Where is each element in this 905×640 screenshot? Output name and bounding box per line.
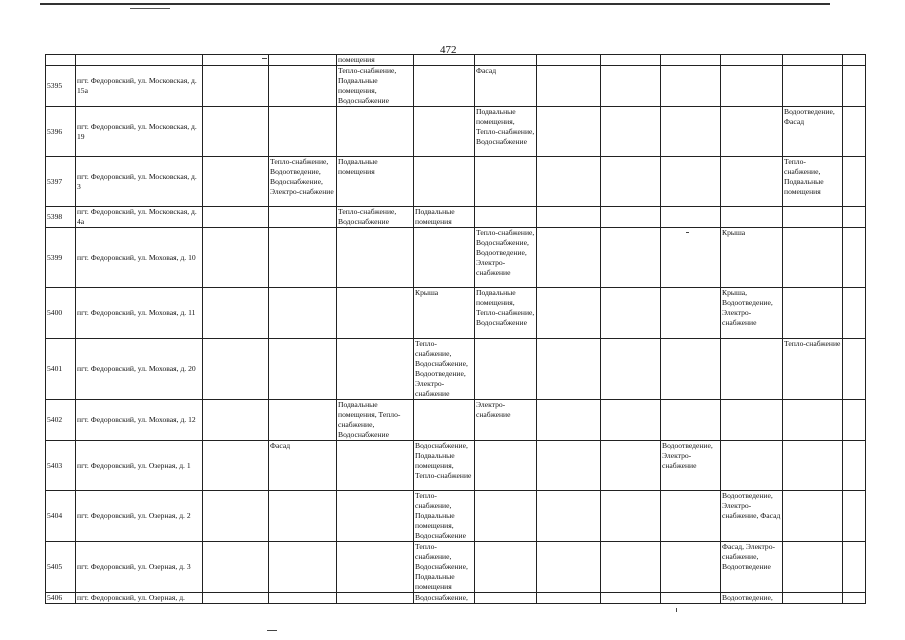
work-cell [601,339,661,400]
work-cell [537,157,601,207]
work-cell [601,228,661,288]
address-cell: пгт. Федоровский, ул. Моховая, д. 11 [76,288,203,339]
work-cell [475,339,537,400]
work-cell: Фасад, Электро-снабжение, Водоотведение [721,542,783,593]
row-number: 5403 [46,441,76,491]
work-cell [661,593,721,604]
row-number: 5396 [46,107,76,157]
work-cell: Крыша [414,288,475,339]
work-cell [537,66,601,107]
work-cell [337,542,414,593]
row-number: 5405 [46,542,76,593]
work-cell [843,228,866,288]
work-cell [269,66,337,107]
work-cell: Тепло-снабжение, Водоснабжение [337,207,414,228]
register-table [45,54,866,604]
scan-speck [262,58,267,59]
work-cell: Фасад [269,441,337,491]
work-cell [537,107,601,157]
work-cell [843,55,866,66]
work-cell: Подвальные помещения [414,207,475,228]
work-cell [203,400,269,441]
work-cell [601,157,661,207]
work-cell [843,66,866,107]
work-cell [537,593,601,604]
work-cell [661,157,721,207]
work-cell [414,107,475,157]
scan-top-border [40,3,830,5]
work-cell [721,66,783,107]
work-cell: Тепло-снабжение, Водоснабжение, Водоотведение, Электро-снабжение [475,228,537,288]
work-cell: Фасад [475,66,537,107]
table-row [46,491,866,542]
address-cell: пгт. Федоровский, ул. Озерная, д. 2 [76,491,203,542]
work-cell [601,542,661,593]
scan-speck [686,232,689,233]
row-number: 5404 [46,491,76,542]
address-cell: пгт. Федоровский, ул. Озерная, д. 1 [76,441,203,491]
work-cell [269,228,337,288]
work-cell [783,441,843,491]
work-cell [721,441,783,491]
row-number: 5395 [46,66,76,107]
work-cell [414,228,475,288]
work-cell [203,66,269,107]
row-number [46,55,76,66]
work-cell [601,593,661,604]
work-cell [721,55,783,66]
work-cell: Подвальные помещения, Тепло-снабжение, Водоснабжение [475,288,537,339]
work-cell: Тепло-снабжение [783,339,843,400]
work-cell [475,157,537,207]
work-cell [537,491,601,542]
work-cell [269,288,337,339]
row-number: 5398 [46,207,76,228]
work-cell [475,542,537,593]
work-cell [783,55,843,66]
work-cell [337,593,414,604]
work-cell [269,593,337,604]
work-cell [475,55,537,66]
work-cell [414,66,475,107]
work-cell [203,157,269,207]
scan-top-mark [130,8,170,9]
table-row [46,66,866,107]
scan-speck [267,630,277,631]
work-cell [783,542,843,593]
work-cell [843,441,866,491]
work-cell [537,228,601,288]
work-cell [537,339,601,400]
table-row [46,339,866,400]
work-cell [203,441,269,491]
row-number: 5400 [46,288,76,339]
row-number: 5402 [46,400,76,441]
work-cell [721,400,783,441]
work-cell [269,107,337,157]
work-cell [475,207,537,228]
work-cell: помещения [337,55,414,66]
table-row [46,593,866,604]
work-cell: Тепло-снабжение, Водоснабжение, Водоотведение, Электро-снабжение [414,339,475,400]
work-cell [661,542,721,593]
work-cell [661,491,721,542]
table-row [46,400,866,441]
work-cell [783,288,843,339]
work-cell [783,66,843,107]
work-cell [203,593,269,604]
work-cell [269,400,337,441]
table-row [46,288,866,339]
address-cell: пгт. Федоровский, ул. Моховая, д. 12 [76,400,203,441]
work-cell [601,207,661,228]
work-cell [661,339,721,400]
work-cell [721,207,783,228]
work-cell: Водоотведение, Электро-снабжение, Фасад [721,491,783,542]
row-number: 5401 [46,339,76,400]
address-cell: пгт. Федоровский, ул. Озерная, д. 3 [76,542,203,593]
work-cell: Тепло-снабжение, Подвальные помещения, Водоснабжение [414,491,475,542]
work-cell [601,288,661,339]
work-cell [601,55,661,66]
work-cell [783,491,843,542]
work-cell [601,107,661,157]
address-cell: пгт. Федоровский, ул. Московская, д. 3 [76,157,203,207]
work-cell [783,228,843,288]
work-cell [601,491,661,542]
work-cell [337,441,414,491]
work-cell: Водоснабжение, [414,593,475,604]
work-cell: Крыша, Водоотведение, Электро-снабжение [721,288,783,339]
address-cell: пгт. Федоровский, ул. Моховая, д. 20 [76,339,203,400]
work-cell [721,107,783,157]
work-cell [269,339,337,400]
work-cell [203,288,269,339]
work-cell [269,491,337,542]
work-cell [783,207,843,228]
work-cell [475,491,537,542]
work-cell [337,107,414,157]
work-cell [203,491,269,542]
table-row [46,107,866,157]
address-cell: пгт. Федоровский, ул. Московская, д. 19 [76,107,203,157]
work-cell [783,593,843,604]
work-cell [203,107,269,157]
work-cell: Подвальные помещения, Тепло-снабжение, Водоснабжение [337,400,414,441]
work-cell: Крыша [721,228,783,288]
work-cell: Водоотведение, Электро-снабжение [661,441,721,491]
work-cell [203,207,269,228]
work-cell [203,228,269,288]
work-cell [661,400,721,441]
work-cell [269,55,337,66]
table-row [46,441,866,491]
work-cell [337,491,414,542]
table-row [46,542,866,593]
scan-speck [676,608,677,612]
table-row [46,207,866,228]
work-cell [601,400,661,441]
work-cell [537,55,601,66]
work-cell [843,207,866,228]
work-cell [783,400,843,441]
work-cell [537,400,601,441]
work-cell [475,441,537,491]
work-cell [269,542,337,593]
work-cell [269,207,337,228]
work-cell: Тепло-снабжение, Водоотведение, Водоснабжение, Электро-снабжение [269,157,337,207]
work-cell: Тепло-снабжение, Водоснабжение, Подвальные помещения [414,542,475,593]
work-cell [661,228,721,288]
work-cell [601,441,661,491]
page-number: 472 [440,44,457,56]
work-cell [661,207,721,228]
work-cell [661,55,721,66]
address-cell: пгт. Федоровский, ул. Моховая, д. 10 [76,228,203,288]
work-cell: Водоотведение, Фасад [783,107,843,157]
work-cell: Электро-снабжение [475,400,537,441]
table-row [46,157,866,207]
work-cell: Подвальные помещения, Тепло-снабжение, Водоснабжение [475,107,537,157]
table-row [46,55,866,66]
work-cell [843,542,866,593]
address-cell: пгт. Федоровский, ул. Московская, д. 4а [76,207,203,228]
work-cell: Подвальные помещения [337,157,414,207]
work-cell [601,66,661,107]
work-cell [843,288,866,339]
address-cell [76,55,203,66]
work-cell [843,593,866,604]
work-cell [414,157,475,207]
work-cell [721,157,783,207]
work-cell [337,228,414,288]
work-cell [203,542,269,593]
work-cell: Водоснабжение, Подвальные помещения, Тепло-снабжение [414,441,475,491]
work-cell [843,400,866,441]
address-cell: пгт. Федоровский, ул. Московская, д. 15а [76,66,203,107]
work-cell [537,542,601,593]
work-cell [661,107,721,157]
work-cell [203,55,269,66]
row-number: 5406 [46,593,76,604]
address-cell: пгт. Федоровский, ул. Озерная, д. [76,593,203,604]
work-cell [843,339,866,400]
row-number: 5397 [46,157,76,207]
work-cell [537,207,601,228]
work-cell [721,339,783,400]
work-cell [843,157,866,207]
table-row [46,228,866,288]
work-cell [475,593,537,604]
work-cell [414,55,475,66]
work-cell [537,288,601,339]
work-cell [537,441,601,491]
work-cell: Тепло-снабжение, Подвальные помещения, Водоснабжение [337,66,414,107]
work-cell [337,339,414,400]
work-cell [337,288,414,339]
work-cell [203,339,269,400]
work-cell [661,66,721,107]
row-number: 5399 [46,228,76,288]
work-cell [661,288,721,339]
work-cell [843,107,866,157]
work-cell [414,400,475,441]
work-cell: Тепло-снабжение, Подвальные помещения [783,157,843,207]
work-cell [843,491,866,542]
work-cell: Водоотведение, [721,593,783,604]
